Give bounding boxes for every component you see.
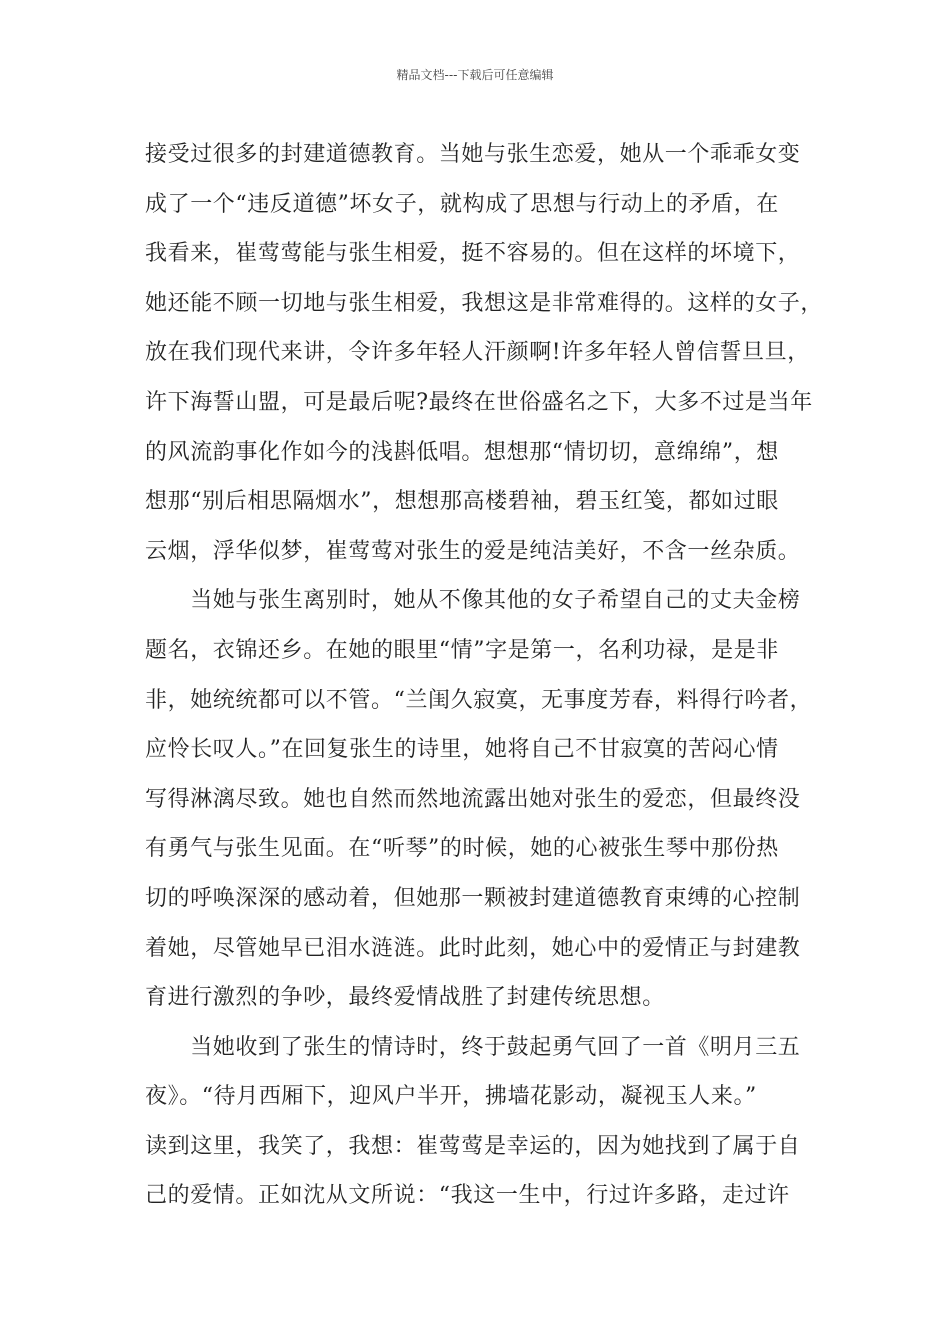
text-line: 夜》。“待月西厢下，迎风户半开，拂墙花影动，凝视玉人来。” — [145, 1084, 757, 1110]
text-line: 非，她统统都可以不管。“兰闺久寂寞，无事度芳春，料得行吟者， — [145, 687, 813, 713]
text-line: 有勇气与张生见面。在“听琴”的时候，她的心被张生琴中那份热 — [145, 836, 779, 862]
text-line: 切的呼唤深深的感动着，但她那一颗被封建道德教育束缚的心控制 — [145, 885, 801, 911]
text-line: 云烟，浮华似梦，崔莺莺对张生的爱是纯洁美好，不含一丝杂质。 — [145, 538, 801, 564]
text-line: 我看来，崔莺莺能与张生相爱，挺不容易的。但在这样的坏境下， — [145, 241, 801, 267]
text-line: 她还能不顾一切地与张生相爱，我想这是非常难得的。这样的女子， — [145, 290, 824, 316]
text-line: 着她，尽管她早已泪水涟涟。此时此刻，她心中的爱情正与封建教 — [145, 935, 801, 961]
text-line: 当她收到了张生的情诗时，终于鼓起勇气回了一首《明月三五 — [145, 1034, 801, 1060]
text-line: 放在我们现代来讲，令许多年轻人汗颜啊!许多年轻人曾信誓旦旦， — [145, 340, 810, 366]
text-line: 写得淋漓尽致。她也自然而然地流露出她对张生的爱恋，但最终没 — [145, 786, 801, 812]
text-line: 己的爱情。正如沈从文所说：“我这一生中，行过许多路，走过许 — [145, 1183, 790, 1209]
text-line: 许下海誓山盟，可是最后呢?最终在世俗盛名之下，大多不过是当年 — [145, 389, 813, 415]
text-line: 应怜长叹人。”在回复张生的诗里，她将自己不甘寂寞的苦闷心情 — [145, 737, 779, 763]
text-line: 题名，衣锦还乡。在她的眼里“情”字是第一，名利功禄，是是非 — [145, 637, 779, 663]
document-body — [145, 130, 835, 1221]
page-header: 精品文档---下载后可任意编辑 — [396, 68, 554, 82]
text-line: 读到这里，我笑了，我想：崔莺莺是幸运的，因为她找到了属于自 — [145, 1133, 801, 1159]
text-line: 育进行激烈的争吵，最终爱情战胜了封建传统思想。 — [145, 985, 665, 1011]
text-line: 当她与张生离别时，她从不像其他的女子希望自己的丈夫金榜 — [145, 588, 801, 614]
text-line: 的风流韵事化作如今的浅斟低唱。想想那“情切切，意绵绵”，想 — [145, 439, 779, 465]
text-line: 成了一个“违反道德”坏女子，就构成了思想与行动上的矛盾，在 — [145, 191, 779, 217]
text-line: 接受过很多的封建道德教育。当她与张生恋爱，她从一个乖乖女变 — [145, 142, 801, 167]
text-line: 想那“别后相思隔烟水”，想想那高楼碧袖，碧玉红笺，都如过眼 — [145, 489, 779, 515]
